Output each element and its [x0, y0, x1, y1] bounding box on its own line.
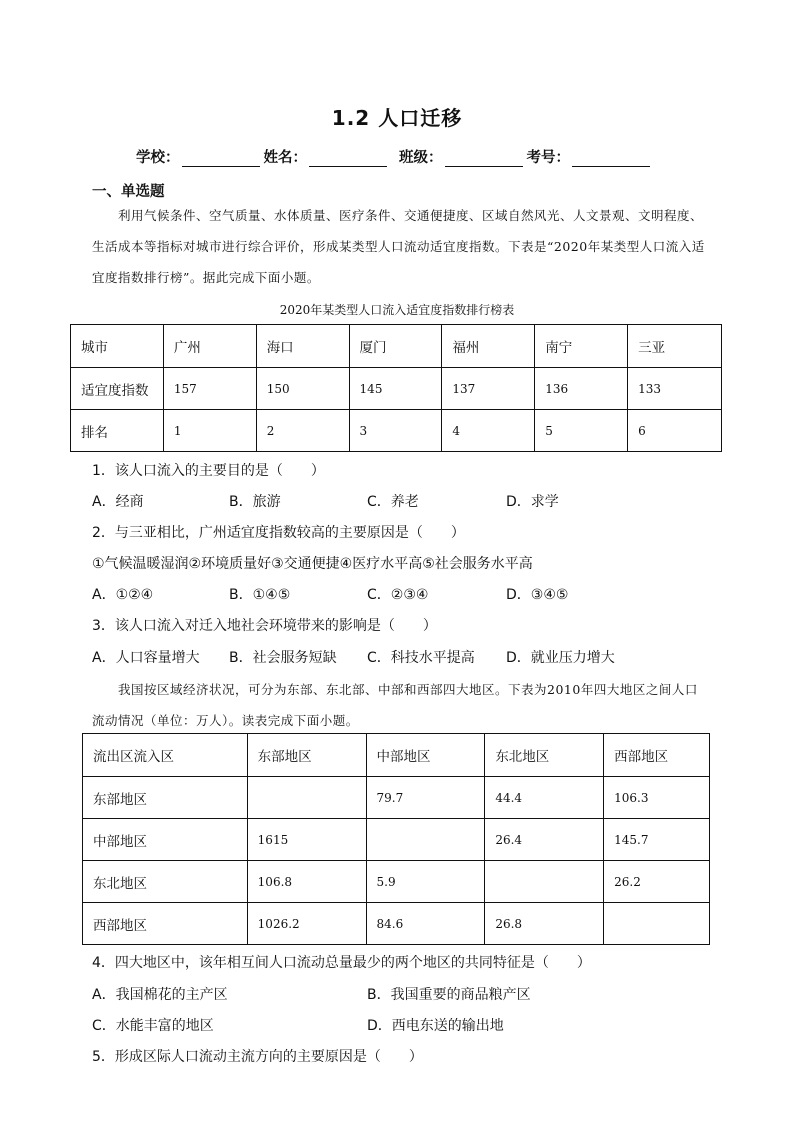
table-row [83, 861, 710, 903]
table-cell: 5 [535, 410, 628, 452]
table-cell: 东北地区 [485, 734, 604, 777]
table-cell: 3 [349, 410, 442, 452]
q3-option-c[interactable]: C．科技水平提高 [367, 650, 475, 666]
table-cell: 东部地区 [247, 734, 366, 777]
q4-option-d[interactable]: D．西电东送的输出地 [367, 1018, 504, 1034]
exam-no-label: 考号： [526, 150, 570, 166]
question-1-stem: 1．该人口流入的主要目的是（ ） [92, 463, 325, 479]
table-cell [366, 819, 485, 861]
table-cell: 5.9 [366, 861, 485, 903]
question-5-stem: 5．形成区际人口流动主流方向的主要原因是（ ） [92, 1049, 423, 1065]
school-blank[interactable] [182, 150, 260, 167]
table-cell: 中部地区 [83, 819, 248, 861]
question-4-stem: 4．四大地区中，该年相互间人口流动总量最少的两个地区的共同特征是（ ） [92, 955, 591, 971]
question-2-items: ①气候温暖湿润②环境质量好③交通便捷④医疗水平高⑤社会服务水平高 [92, 556, 533, 572]
table2-header-row [83, 734, 710, 777]
table-cell [485, 861, 604, 903]
table1-caption: 2020年某类型人口流入适宜度指数排行榜表 [279, 303, 515, 317]
table-cell: 适宜度指数 [71, 368, 164, 410]
table-cell: 145 [349, 368, 442, 410]
class-label: 班级： [399, 150, 443, 166]
passage-2: 我国按区域经济状况，可分为东部、东北部、中部和西部四大地区。下表为2010年四大地区之间人口流动情况（单位：万人）。读表完成下面小题。 [92, 682, 698, 728]
q2-option-d[interactable]: D．③④⑤ [506, 587, 569, 603]
question-2-stem: 2．与三亚相比，广州适宜度指数较高的主要原因是（ ） [92, 525, 465, 541]
table-cell: 150 [256, 368, 349, 410]
table-cell: 84.6 [366, 903, 485, 945]
table-cell [604, 903, 710, 945]
name-label: 姓名： [263, 150, 307, 166]
table-cell: 海口 [256, 325, 349, 368]
q1-option-c[interactable]: C．养老 [367, 494, 419, 510]
table-cell: 福州 [442, 325, 535, 368]
student-info-line [136, 146, 654, 167]
table-cell: 106.8 [247, 861, 366, 903]
table2 [82, 733, 710, 945]
table-cell: 三亚 [628, 325, 722, 368]
table-cell: 广州 [163, 325, 256, 368]
table-cell: 145.7 [604, 819, 710, 861]
table-cell: 137 [442, 368, 535, 410]
q4-option-b[interactable]: B．我国重要的商品粮产区 [367, 987, 531, 1003]
table-cell: 东北地区 [83, 861, 248, 903]
table1-header-row [71, 325, 722, 368]
q2-option-c[interactable]: C．②③④ [367, 587, 429, 603]
table-cell: 26.8 [485, 903, 604, 945]
table-cell: 79.7 [366, 777, 485, 819]
q2-option-a[interactable]: A．①②④ [92, 587, 154, 603]
table-row [71, 368, 722, 410]
q4-option-a[interactable]: A．我国棉花的主产区 [92, 987, 228, 1003]
table-cell: 1 [163, 410, 256, 452]
table-row [71, 410, 722, 452]
table-cell: 西部地区 [604, 734, 710, 777]
q3-option-a[interactable]: A．人口容量增大 [92, 650, 200, 666]
q3-option-d[interactable]: D．就业压力增大 [506, 650, 615, 666]
table-cell: 西部地区 [83, 903, 248, 945]
school-label: 学校： [136, 150, 180, 166]
q1-option-a[interactable]: A．经商 [92, 494, 144, 510]
table-row [83, 777, 710, 819]
q1-option-d[interactable]: D．求学 [506, 494, 559, 510]
table-cell: 157 [163, 368, 256, 410]
table-cell: 流出区流入区 [83, 734, 248, 777]
table-cell: 排名 [71, 410, 164, 452]
table-cell: 东部地区 [83, 777, 248, 819]
page-title: 1.2 人口迁移 [331, 106, 463, 130]
q2-option-b[interactable]: B．①④⑤ [229, 587, 291, 603]
passage-1: 利用气候条件、空气质量、水体质量、医疗条件、交通便捷度、区域自然风光、人文景观、文明程度、生活成本等指标对城市进行综合评价，形成某类型人口流动适宜度指数。下表是“2020年某类型人口流入适宜度指数排行榜”。据此完成下面小题。 [92, 208, 705, 285]
q4-option-c[interactable]: C．水能丰富的地区 [92, 1018, 214, 1034]
table-row [83, 903, 710, 945]
class-blank[interactable] [445, 150, 523, 167]
name-blank[interactable] [309, 150, 387, 167]
table-cell: 2 [256, 410, 349, 452]
table-cell: 136 [535, 368, 628, 410]
table-cell: 1615 [247, 819, 366, 861]
question-3-stem: 3．该人口流入对迁入地社会环境带来的影响是（ ） [92, 618, 437, 634]
table-cell: 中部地区 [366, 734, 485, 777]
q1-option-b[interactable]: B．旅游 [229, 494, 281, 510]
table-cell: 南宁 [535, 325, 628, 368]
exam-no-blank[interactable] [572, 150, 650, 167]
table-cell [247, 777, 366, 819]
table-cell: 城市 [71, 325, 164, 368]
table-cell: 4 [442, 410, 535, 452]
table-cell: 厦门 [349, 325, 442, 368]
table-cell: 1026.2 [247, 903, 366, 945]
table-cell: 6 [628, 410, 722, 452]
table-cell: 26.4 [485, 819, 604, 861]
table-cell: 26.2 [604, 861, 710, 903]
table1 [70, 324, 722, 452]
table-cell: 106.3 [604, 777, 710, 819]
table-cell: 133 [628, 368, 722, 410]
table-row [83, 819, 710, 861]
q3-option-b[interactable]: B．社会服务短缺 [229, 650, 337, 666]
section-title: 一、单选题 [92, 184, 165, 200]
table-cell: 44.4 [485, 777, 604, 819]
